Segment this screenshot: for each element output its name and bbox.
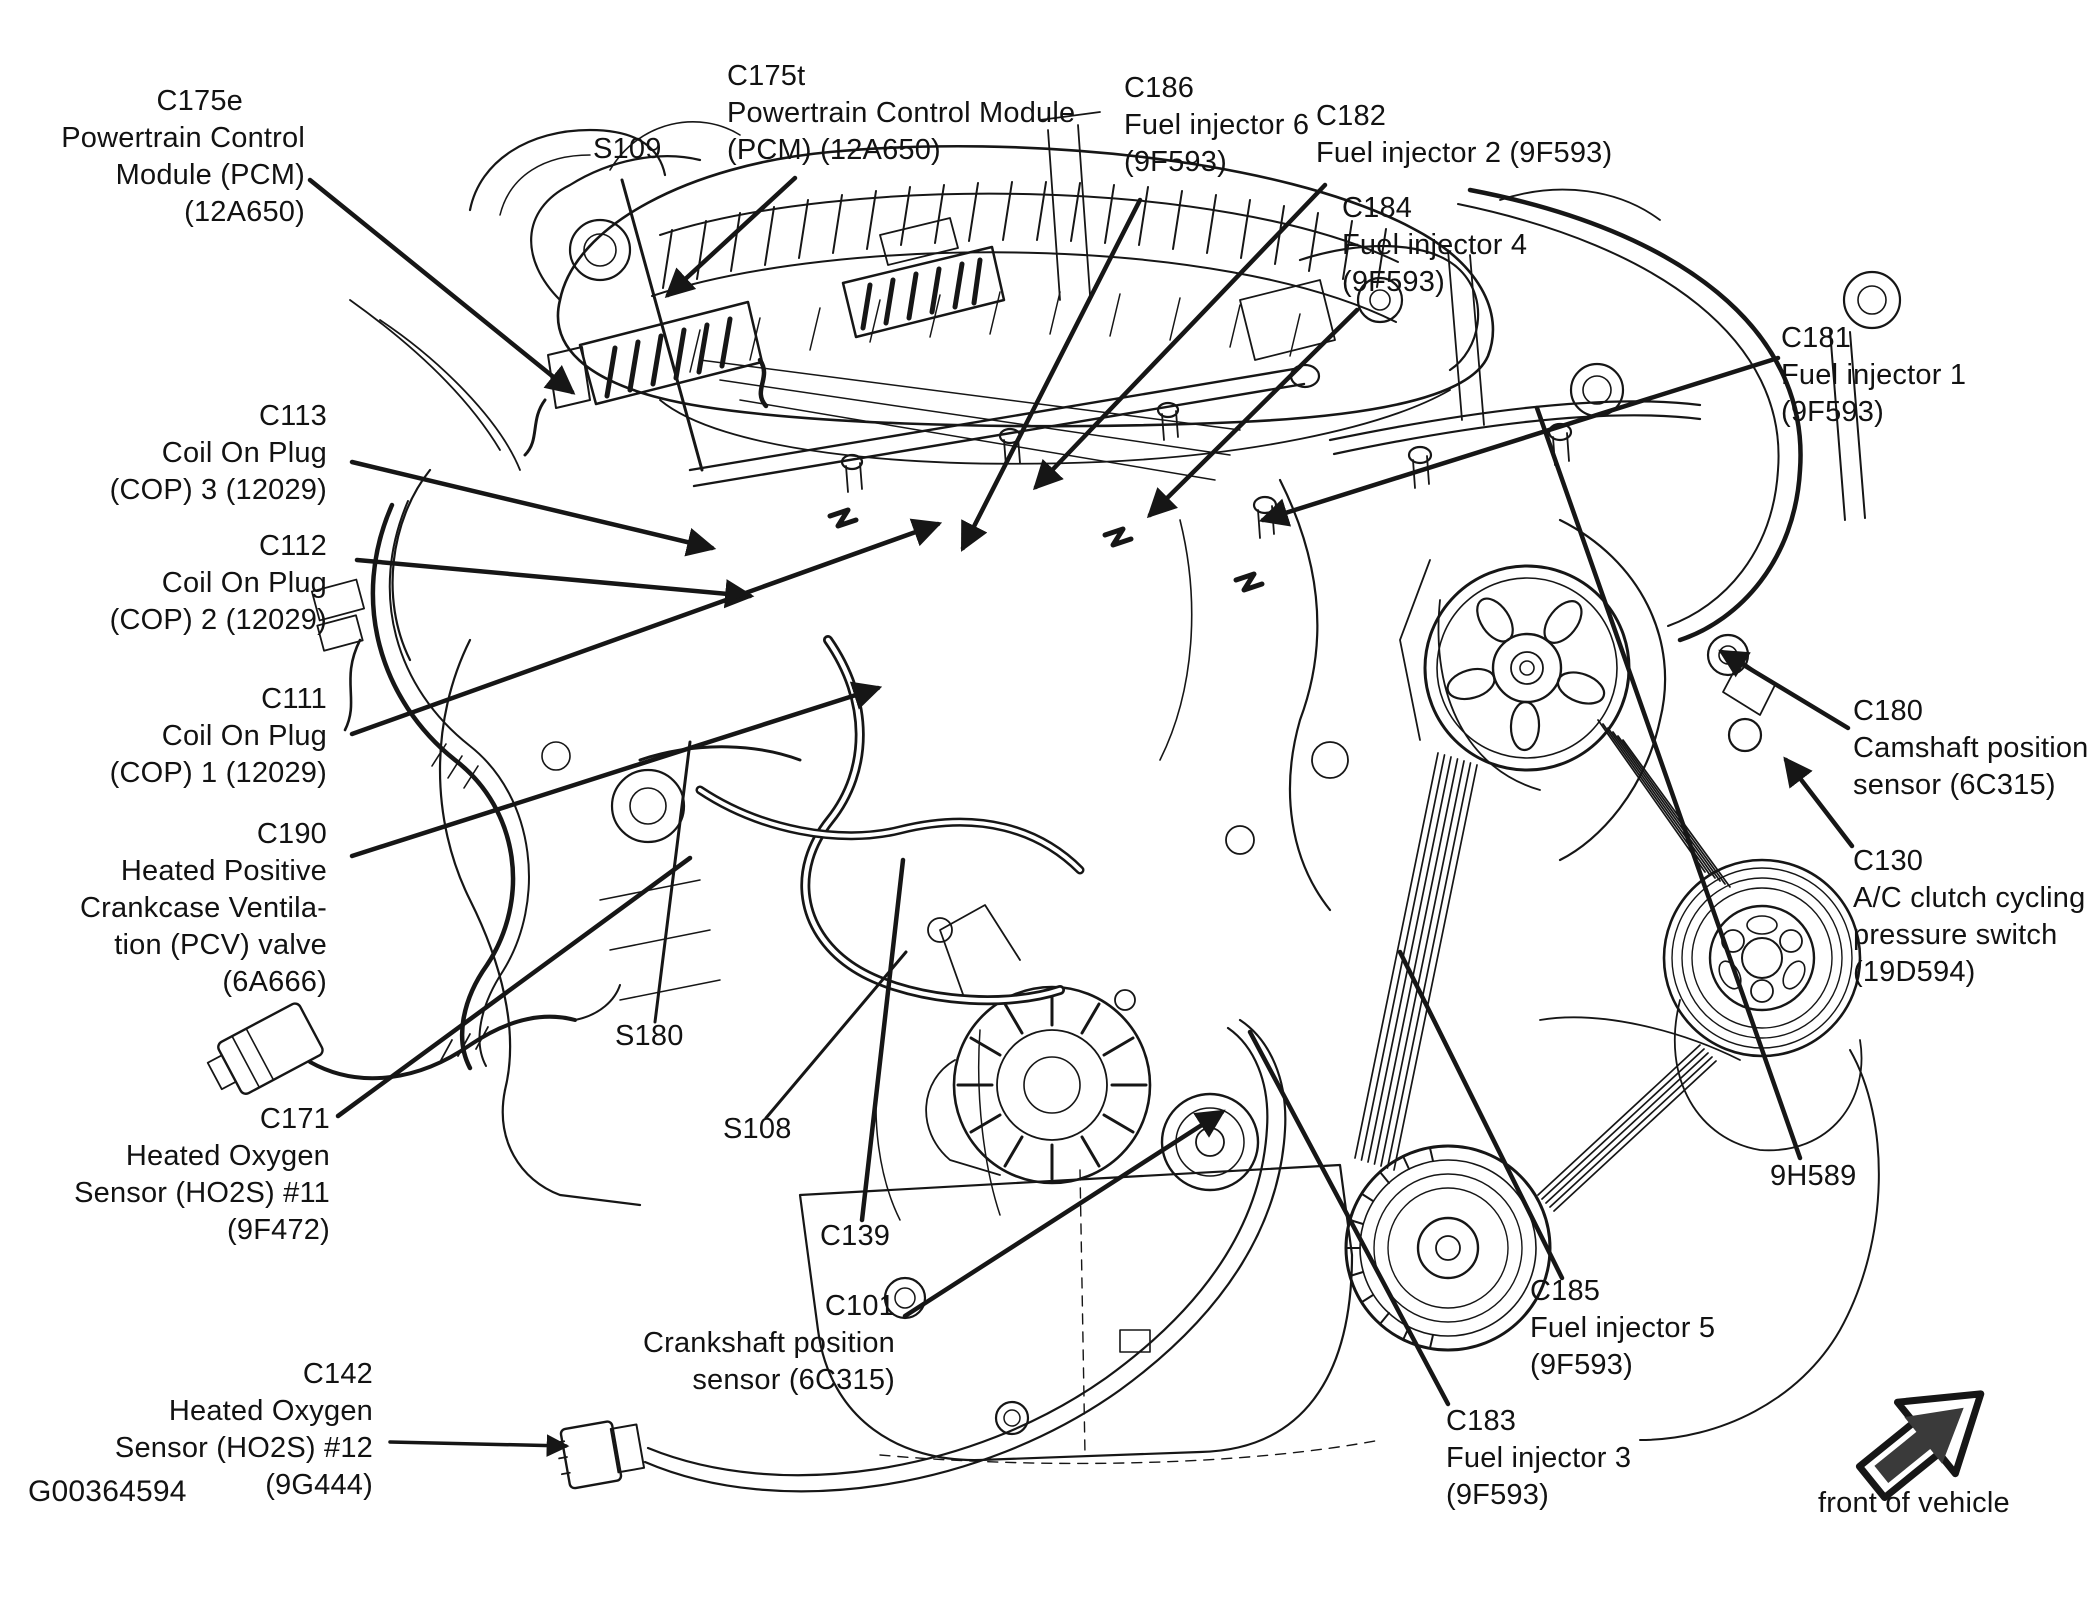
leader-c184 bbox=[1150, 310, 1357, 515]
label-c175t: C175t Powertrain Control Module (PCM) (12A650) bbox=[727, 60, 1076, 166]
leader-c112 bbox=[357, 560, 750, 596]
label-9h589: 9H589 bbox=[1770, 1160, 1857, 1192]
label-s180: S180 bbox=[615, 1020, 684, 1052]
label-c130: C130 A/C clutch cycling pressure switch (19D594) bbox=[1853, 845, 2086, 988]
label-c190: C190 Heated Positive Crankcase Ventila- tion (PCV) valve (6A666) bbox=[80, 818, 327, 998]
leader-lines bbox=[310, 178, 1852, 1446]
label-c139: C139 bbox=[820, 1220, 891, 1252]
leader-c175e bbox=[310, 180, 572, 392]
label-c181: C181 Fuel injector 1 (9F593) bbox=[1781, 322, 1967, 428]
label-c111: C111 Coil On Plug (COP) 1 (12029) bbox=[109, 683, 327, 789]
label-front-of-vehicle: front of vehicle bbox=[1818, 1487, 2010, 1519]
label-c183: C183 Fuel injector 3 (9F593) bbox=[1446, 1405, 1632, 1511]
label-c182: C182 Fuel injector 2 (9F593) bbox=[1316, 100, 1613, 169]
label-c142: C142 Heated Oxygen Sensor (HO2S) #12 (9G444) bbox=[114, 1358, 373, 1501]
leader-c180 bbox=[1722, 652, 1848, 728]
label-c186: C186 Fuel injector 6 (9F593) bbox=[1124, 72, 1310, 178]
label-c185: C185 Fuel injector 5 (9F593) bbox=[1530, 1275, 1716, 1381]
figure-number: G00364594 bbox=[28, 1475, 187, 1508]
label-s108: S108 bbox=[723, 1113, 792, 1145]
label-c101: C101 Crankshaft position sensor (6C315) bbox=[642, 1290, 895, 1396]
leader-9h589 bbox=[1537, 408, 1800, 1158]
leader-c111 bbox=[352, 524, 938, 734]
label-c113: C113 Coil On Plug (COP) 3 (12029) bbox=[109, 400, 327, 506]
label-c171: C171 Heated Oxygen Sensor (HO2S) #11 (9F472) bbox=[74, 1103, 330, 1246]
label-c175e: C175e Powertrain Control Module (PCM) (12A650) bbox=[61, 85, 305, 228]
leader-c101 bbox=[905, 1112, 1222, 1316]
leader-s109 bbox=[622, 180, 702, 470]
leader-c183 bbox=[1250, 1032, 1448, 1404]
label-c184: C184 Fuel injector 4 (9F593) bbox=[1342, 192, 1528, 298]
leader-c175t bbox=[668, 178, 795, 295]
label-s109: S109 bbox=[593, 133, 662, 165]
label-c112: C112 Coil On Plug (COP) 2 (12029) bbox=[109, 530, 327, 636]
leader-c130 bbox=[1786, 760, 1852, 846]
label-c180: C180 Camshaft position sensor (6C315) bbox=[1853, 695, 2089, 801]
leader-c142 bbox=[390, 1442, 566, 1446]
